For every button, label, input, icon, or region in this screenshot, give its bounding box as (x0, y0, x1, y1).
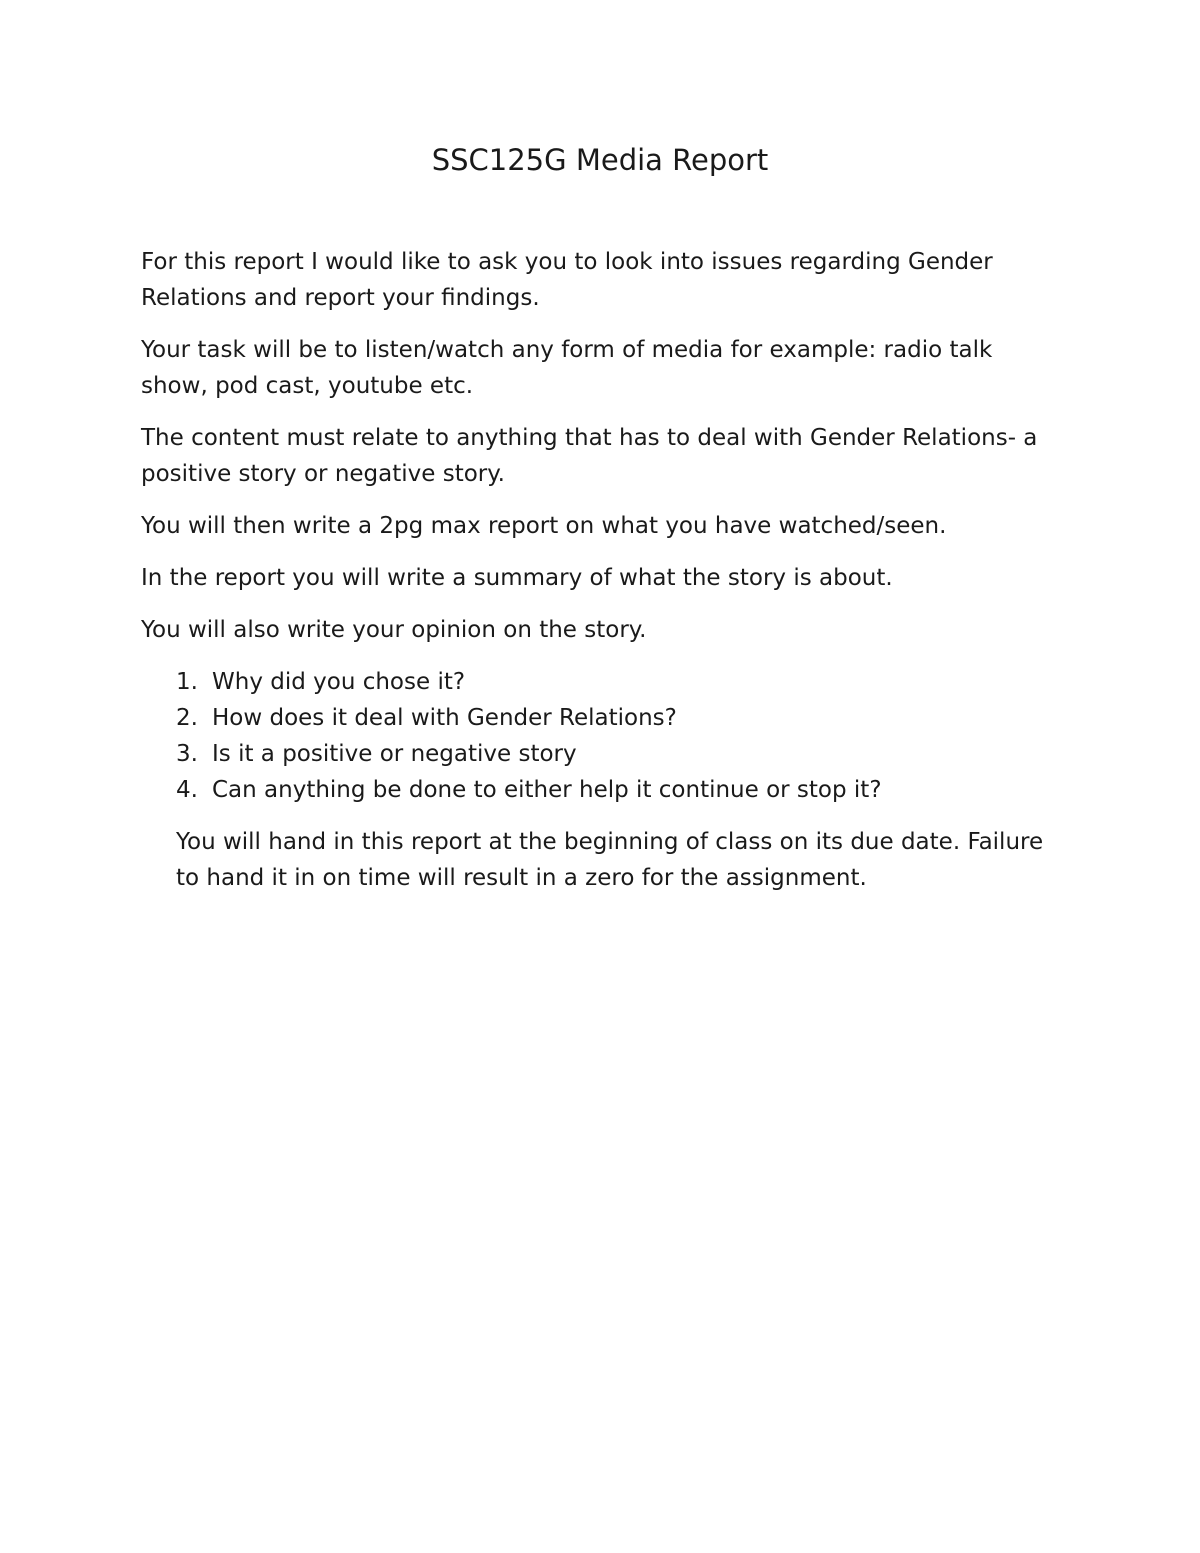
document-body (141, 244, 1061, 912)
list-item-number: 3. (176, 741, 198, 767)
paragraph-content: The content must relate to anything that has to deal with Gender Relations- a positive story or negative story. (141, 425, 1038, 487)
paragraph-intro: For this report I would like to ask you to look into issues regarding Gender Relations and report your findings. (141, 249, 993, 311)
list-item (141, 772, 1061, 808)
list-item-number: 1. (176, 669, 198, 695)
list-item-text: Is it a positive or negative story (212, 741, 577, 767)
list-item-number: 4. (176, 777, 198, 803)
paragraph-opinion: You will also write your opinion on the story. (141, 617, 647, 643)
question-list (141, 664, 1061, 808)
document-title: SSC125G Media Report (431, 143, 769, 177)
list-item-text: How does it deal with Gender Relations? (212, 705, 677, 731)
list-item (141, 700, 1061, 736)
paragraph-length: You will then write a 2pg max report on what you have watched/seen. (141, 513, 947, 539)
paragraph-task: Your task will be to listen/watch any form of media for example: radio talk show, pod cast, youtube etc. (141, 337, 993, 399)
list-item (141, 664, 1061, 700)
list-item (141, 736, 1061, 772)
list-item-text: Can anything be done to either help it continue or stop it? (212, 777, 882, 803)
paragraph-closing: You will hand in this report at the beginning of class on its due date. Failure to hand it in on time will result in a zero for the assignment. (176, 829, 1044, 891)
list-item-number: 2. (176, 705, 198, 731)
paragraph-summary: In the report you will write a summary of what the story is about. (141, 565, 893, 591)
list-item-text: Why did you chose it? (212, 669, 466, 695)
